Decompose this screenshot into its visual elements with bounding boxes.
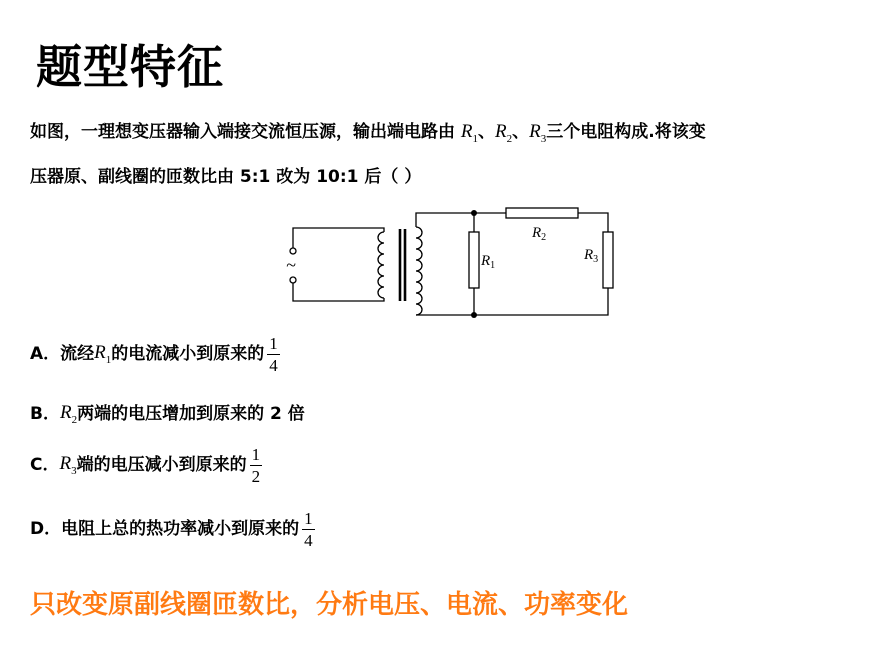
resistor-r3 <box>603 232 613 288</box>
resistor-r2 <box>506 208 578 218</box>
resistor-r2-ref: $R_2$ <box>495 121 513 145</box>
junction-dot-bottom <box>471 312 477 318</box>
fraction-one-quarter: $\frac{1}{4}$ <box>269 334 278 375</box>
stem-text: 三个电阻构成.将该变 <box>546 122 706 142</box>
option-c[interactable]: C． $R_3$ 端的电压减小到原来的 $\frac{1}{2}$ <box>30 445 261 486</box>
primary-wire-top <box>293 228 384 248</box>
summary-hint: 只改变原副线圈匝数比，分析电压、电流、功率变化 <box>30 590 629 620</box>
junction-dot-top <box>471 210 477 216</box>
ac-source-symbol: ~ <box>286 255 296 275</box>
resistor-r3-ref: $R_3$ <box>59 453 77 477</box>
label-r1: $R_1$ <box>481 253 496 271</box>
input-terminal-top <box>290 248 296 254</box>
resistor-r3-ref: $R_3$ <box>529 121 547 145</box>
fraction-one-quarter: $\frac{1}{4}$ <box>304 509 313 550</box>
resistor-r1-ref: $R_1$ <box>94 342 112 366</box>
question-stem-line1: 如图，一理想变压器输入端接交流恒压源，输出端电路由 $R_1$、$R_2$、$R_3$三个电阻构成.将该变 <box>30 121 706 145</box>
primary-wire-bottom <box>293 283 384 301</box>
option-a[interactable]: A．流经 $R_1$ 的电流减小到原来的 $\frac{1}{4}$ <box>30 334 278 375</box>
label-r3: $R_3$ <box>584 247 599 265</box>
stem-text: 如图，一理想变压器输入端接交流恒压源，输出端电路由 <box>30 122 461 142</box>
transformer-circuit-diagram <box>276 205 621 321</box>
fraction-one-half: $\frac{1}{2}$ <box>251 445 261 486</box>
resistor-r2-ref: $R_2$ <box>59 402 78 426</box>
primary-coil <box>378 232 384 298</box>
resistor-r1 <box>469 232 479 288</box>
label-r2: $R_2$ <box>532 225 547 243</box>
secondary-coil <box>416 227 422 315</box>
resistor-r1-ref: $R_1$ <box>460 121 479 145</box>
secondary-wire-bottom <box>416 288 608 315</box>
input-terminal-bottom <box>290 277 296 283</box>
option-b[interactable]: B． $R_2$ 两端的电压增加到原来的 2 倍 <box>30 402 305 426</box>
page-title: 题型特征 <box>36 40 224 94</box>
option-d[interactable]: D． 电阻上总的热功率减小到原来的 $\frac{1}{4}$ <box>30 509 313 550</box>
question-stem-line2: 压器原、副线圈的匝数比由 5:1 改为 10:1 后（ ） <box>30 167 422 187</box>
